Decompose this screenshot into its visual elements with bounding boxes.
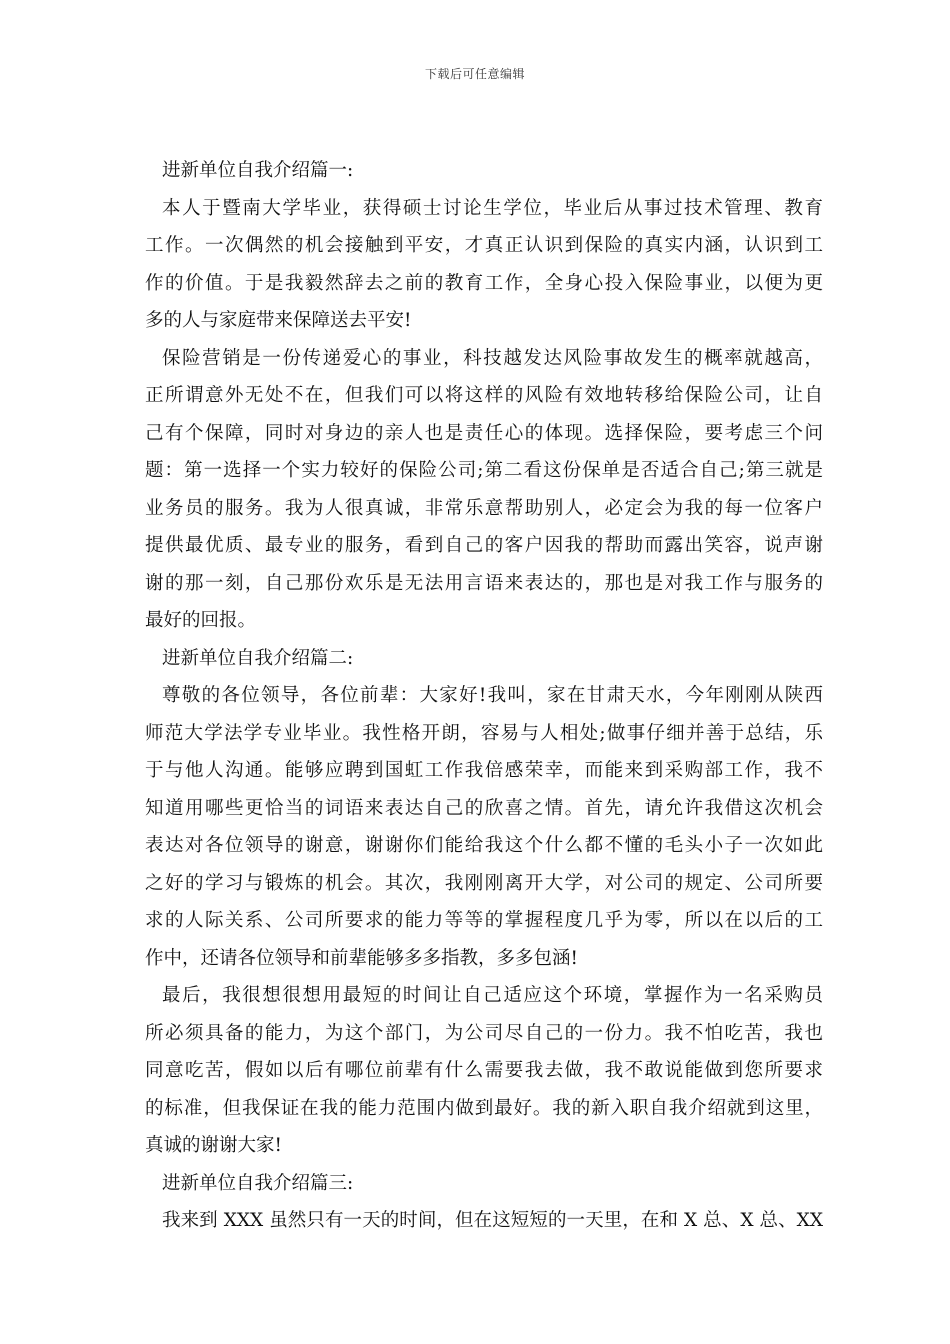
text-line: 进新单位自我介绍篇三: <box>162 1172 354 1194</box>
page-header-note: 下载后可任意编辑 <box>424 67 525 81</box>
text-line: 提供最优质、最专业的服务，看到自己的客户因我的帮助而露出笑容，说声谢 <box>145 535 823 556</box>
text-line: 保险营销是一份传递爱心的事业，科技越发达风险事故发生的概率就越高， <box>162 347 823 369</box>
text-line: 真诚的谢谢大家! <box>145 1135 282 1156</box>
text-line: 正所谓意外无处不在，但我们可以将这样的风险有效地转移给保险公司，让自 <box>145 385 823 406</box>
text-line: 己有个保障，同时对身边的亲人也是责任心的体现。选择保险，要考虑三个问 <box>145 422 823 444</box>
text-line: 尊敬的各位领导，各位前辈：大家好!我叫，家在甘肃天水，今年刚刚从陕西 <box>162 685 823 706</box>
text-line: 题：第一选择一个实力较好的保险公司;第二看这份保单是否适合自己;第三就是 <box>145 460 823 481</box>
text-line: 同意吃苦，假如以后有哪位前辈有什么需要我去做，我不敢说能做到您所要求 <box>145 1060 823 1081</box>
text-line: 的标准，但我保证在我的能力范围内做到最好。我的新入职自我介绍就到这里， <box>145 1097 823 1119</box>
text-line: 之好的学习与锻炼的机会。其次，我刚刚离开大学，对公司的规定、公司所要 <box>145 872 823 894</box>
text-line: 最后，我很想很想用最短的时间让自己适应这个环境，掌握作为一名采购员 <box>162 985 823 1006</box>
text-line: 业务员的服务。我为人很真诚，非常乐意帮助别人，必定会为我的每一位客户 <box>145 497 823 519</box>
text-line: 进新单位自我介绍篇一: <box>162 160 354 181</box>
text-line: 作的价值。于是我毅然辞去之前的教育工作，全身心投入保险事业，以便为更 <box>145 272 823 294</box>
text-line: 工作。一次偶然的机会接触到平安，才真正认识到保险的真实内涵，认识到工 <box>145 235 823 256</box>
text-line: 师范大学法学专业毕业。我性格开朗，容易与人相处;做事仔细并善于总结，乐 <box>145 722 823 744</box>
text-line: 求的人际关系、公司所要求的能力等等的掌握程度几乎为零，所以在以后的工 <box>145 910 823 931</box>
text-line: 多的人与家庭带来保障送去平安! <box>145 310 412 331</box>
document-body <box>145 152 823 1240</box>
text-line: 我来到 XXX 虽然只有一天的时间，但在这短短的一天里，在和 X 总、X 总、XX <box>162 1210 823 1231</box>
text-line: 谢的那一刻，自己那份欢乐是无法用言语来表达的，那也是对我工作与服务的 <box>145 572 823 594</box>
text-line: 最好的回报。 <box>145 610 257 631</box>
text-line: 本人于暨南大学毕业，获得硕士讨论生学位，毕业后从事过技术管理、教育 <box>162 197 823 219</box>
text-line: 进新单位自我介绍篇二: <box>162 647 354 669</box>
text-line: 于与他人沟通。能够应聘到国虹工作我倍感荣幸，而能来到采购部工作，我不 <box>145 760 823 781</box>
text-line: 作中，还请各位领导和前辈能够多多指教，多多包涵! <box>145 947 578 969</box>
text-line: 所必须具备的能力，为这个部门，为公司尽自己的一份力。我不怕吃苦，我也 <box>145 1022 823 1044</box>
text-line: 表达对各位领导的谢意，谢谢你们能给我这个什么都不懂的毛头小子一次如此 <box>145 835 823 856</box>
text-line: 知道用哪些更恰当的词语来表达自己的欣喜之情。首先，请允许我借这次机会 <box>145 797 823 819</box>
